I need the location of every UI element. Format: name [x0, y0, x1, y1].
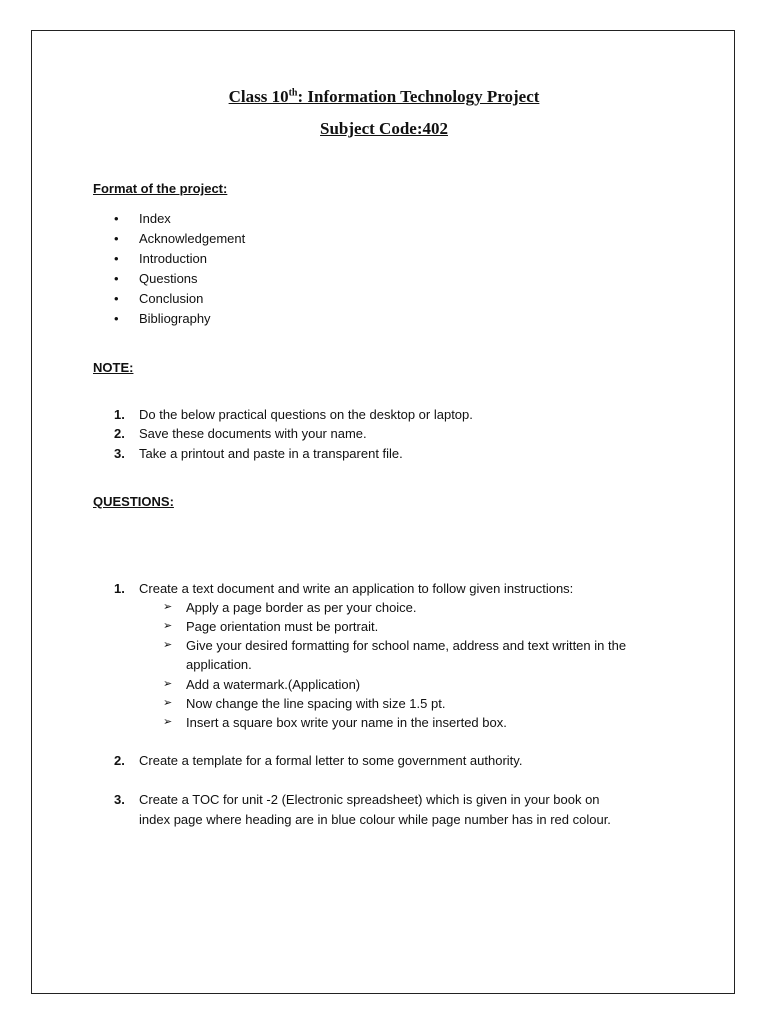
question-number: 3.: [114, 792, 125, 807]
arrow-bullet-icon: ➢: [163, 620, 173, 632]
arrow-bullet-icon: ➢: [163, 697, 173, 709]
arrow-bullet-icon: ➢: [163, 716, 173, 728]
document-title: Class 10th: Information Technology Project: [228, 87, 540, 106]
format-item-label: Introduction: [139, 251, 207, 266]
note-number: 3.: [114, 446, 125, 461]
sub-item-text: Now change the line spacing with size 1.5 pt.: [186, 696, 446, 711]
sub-item-text: Page orientation must be portrait.: [186, 619, 379, 634]
questions-heading: QUESTIONS:: [93, 494, 174, 509]
note-heading: NOTE:: [93, 360, 134, 375]
sub-item-text: Apply a page border as per your choice.: [186, 600, 417, 615]
format-item-label: Index: [139, 211, 171, 226]
sub-item-text: Give your desired formatting for school name, address and text written in the: [186, 638, 627, 653]
format-item-label: Questions: [139, 271, 198, 286]
title-superscript: th: [288, 87, 298, 99]
subject-code: Subject Code:402: [320, 119, 448, 138]
arrow-bullet-icon: ➢: [163, 678, 173, 690]
format-item-label: Acknowledgement: [139, 231, 246, 246]
note-number: 2.: [114, 426, 125, 441]
bullet-icon: •: [114, 291, 119, 306]
arrow-bullet-icon: ➢: [163, 639, 173, 651]
question-number: 2.: [114, 753, 125, 768]
format-heading: Format of the project:: [93, 181, 228, 196]
sub-item-text: Insert a square box write your name in the inserted box.: [186, 715, 507, 730]
question-number: 1.: [114, 581, 125, 596]
bullet-icon: •: [114, 231, 119, 246]
bullet-icon: •: [114, 211, 119, 226]
sub-item-text: Add a watermark.(Application): [186, 677, 361, 692]
bullet-icon: •: [114, 251, 119, 266]
note-number: 1.: [114, 407, 125, 422]
note-text: Do the below practical questions on the desktop or laptop.: [139, 407, 473, 422]
bullet-icon: •: [114, 311, 119, 326]
note-text: Save these documents with your name.: [139, 426, 367, 441]
page-border: [31, 30, 735, 994]
question-text: Create a text document and write an application to follow given instructions:: [139, 581, 574, 596]
question-text: Create a template for a formal letter to some government authority.: [139, 753, 523, 768]
bullet-icon: •: [114, 271, 119, 286]
format-item-label: Bibliography: [139, 311, 211, 326]
format-item-label: Conclusion: [139, 291, 204, 306]
arrow-bullet-icon: ➢: [163, 601, 173, 613]
question-text: index page where heading are in blue colour while page number has in red colour.: [139, 812, 611, 827]
note-text: Take a printout and paste in a transparent file.: [139, 446, 403, 461]
question-text: Create a TOC for unit -2 (Electronic spreadsheet) which is given in your book on: [139, 792, 600, 807]
sub-item-text: application.: [186, 657, 252, 672]
